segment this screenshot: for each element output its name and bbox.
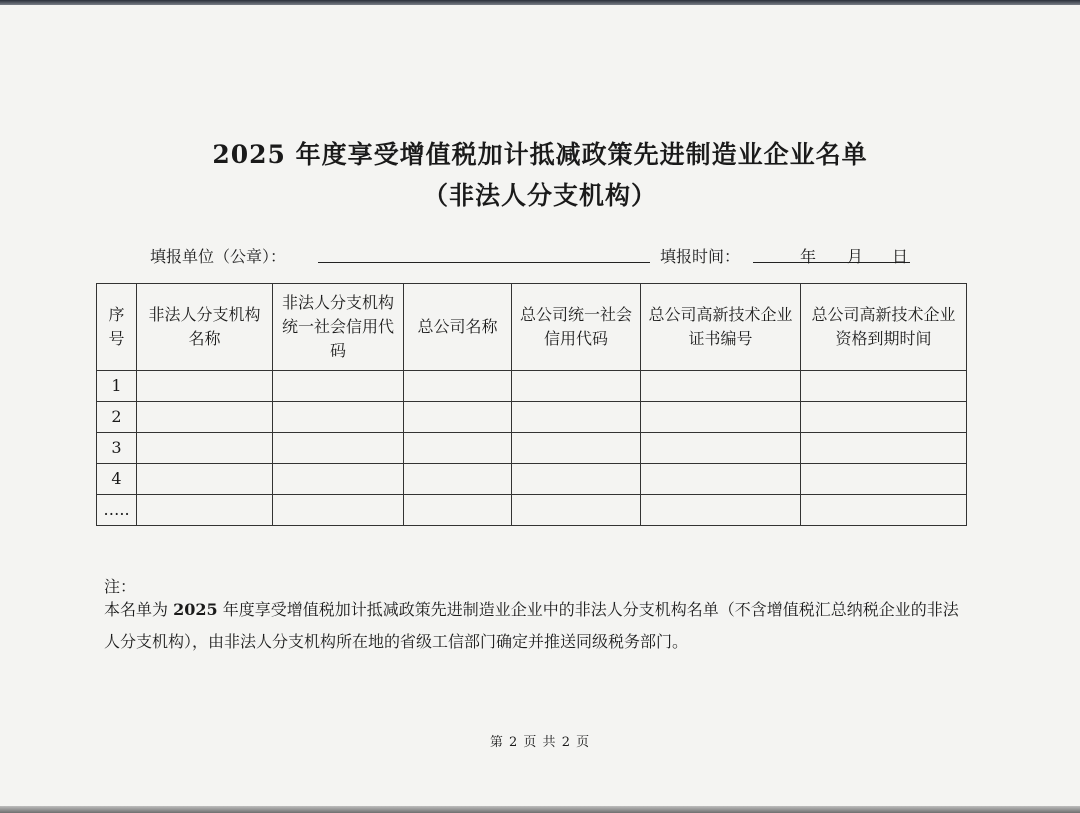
row-index: 2 [97,402,137,433]
table-row [97,433,967,464]
row-index: 4 [97,464,137,495]
header-parent-credit-code: 总公司统一社会信用代码 [512,284,641,371]
table-row [97,371,967,402]
table-cell [641,495,801,526]
table-cell [801,371,967,402]
table-cell [512,495,641,526]
note-label: 注： [104,577,137,596]
table-cell [641,433,801,464]
document-subtitle: （非法人分支机构） [422,181,657,210]
header-hitech-expiry: 总公司高新技术企业资格到期时间 [801,284,967,371]
note-text-year: 2025 [173,600,218,619]
table-cell [641,371,801,402]
fill-time-label: 填报时间： [660,247,741,266]
fill-day: 日 [892,247,909,266]
table-cell [512,371,641,402]
table-row [97,402,967,433]
table-cell [641,402,801,433]
table-cell [512,464,641,495]
scan-bottom-edge [0,806,1080,813]
row-index: 1 [97,371,137,402]
table-cell [512,402,641,433]
fill-unit-line [318,262,650,263]
header-branch-credit-code: 非法人分支机构统一社会信用代码 [273,284,404,371]
table-cell [273,371,404,402]
header-branch-name: 非法人分支机构名称 [137,284,273,371]
fill-time-line [753,262,910,263]
header-index: 序号 [97,284,137,371]
table-cell [137,371,273,402]
table-cell [404,464,512,495]
table-cell [512,433,641,464]
note-text-prefix: 本名单为 [104,600,169,619]
table-cell [641,464,801,495]
table-cell [273,402,404,433]
row-index: 3 [97,433,137,464]
table-cell [404,402,512,433]
fill-unit-label: 填报单位（公章）： [150,247,287,266]
scan-top-edge [0,0,1080,5]
note-text-main: 年度享受增值税加计抵减政策先进制造业企业中的非法人分支机构名单（不含增值税汇总纳税企业的非法人分支机构），由非法人分支机构所在地的省级工信部门确定并推送同级税务部门。 [104,600,959,651]
fill-info-row [150,240,920,270]
table-cell [137,495,273,526]
table-row [97,495,967,526]
table-cell [801,402,967,433]
table-cell [137,464,273,495]
fill-year: 年 [800,247,817,266]
header-parent-name: 总公司名称 [404,284,512,371]
table-cell [273,464,404,495]
table-header-row [97,284,967,371]
table-cell [273,433,404,464]
table-row [97,464,967,495]
table-cell [801,433,967,464]
table-cell [801,495,967,526]
table-cell [137,402,273,433]
enterprise-list-table [96,283,967,526]
table-cell [404,495,512,526]
note-text [104,594,974,658]
page-number: 第 2 页 共 2 页 [489,735,591,750]
row-index: ….. [97,495,137,526]
header-hitech-cert-number: 总公司高新技术企业证书编号 [641,284,801,371]
table-cell [801,464,967,495]
table-cell [404,371,512,402]
table-cell [404,433,512,464]
fill-month: 月 [847,247,864,266]
document-title: 2025 年度享受增值税加计抵减政策先进制造业企业名单 [212,140,868,169]
table-cell [137,433,273,464]
table-cell [273,495,404,526]
